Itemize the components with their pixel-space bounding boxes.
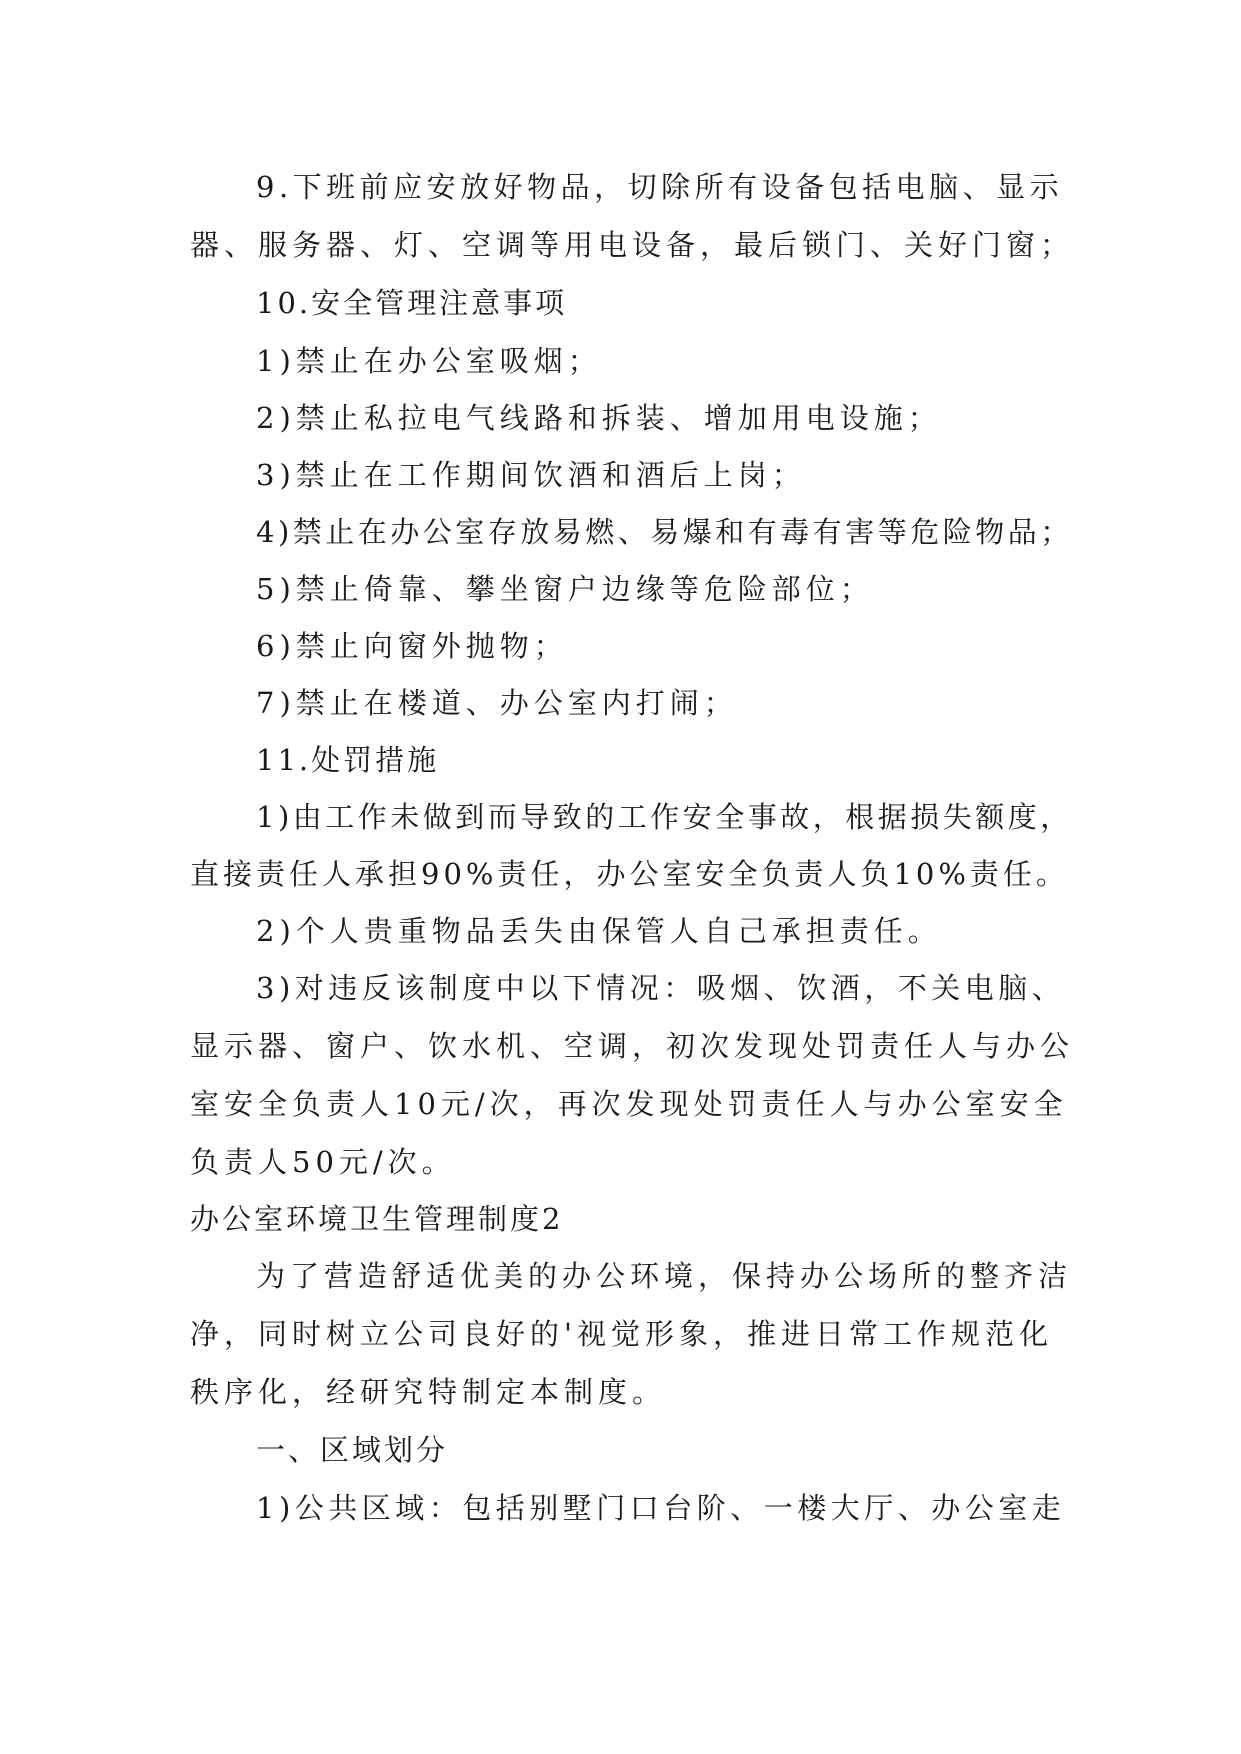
list-item: 2)禁止私拉电气线路和拆装、增加用电设施； xyxy=(256,401,942,435)
section-heading: 一、区域划分 xyxy=(256,1433,449,1467)
text-line: 负责人50元/次。 xyxy=(190,1145,456,1179)
text-line: 秩序化，经研究特制定本制度。 xyxy=(190,1375,667,1409)
document-title: 办公室环境卫生管理制度2 xyxy=(190,1202,564,1236)
list-item: 1)禁止在办公室吸烟； xyxy=(256,344,602,378)
section-heading: 10.安全管理注意事项 xyxy=(256,286,568,320)
list-item: 4)禁止在办公室存放易燃、易爆和有毒有害等危险物品； xyxy=(256,515,1073,549)
list-item: 5)禁止倚靠、攀坐窗户边缘等危险部位； xyxy=(256,572,874,606)
list-item: 6)禁止向窗外抛物； xyxy=(256,629,568,663)
list-item: 7)禁止在楼道、办公室内打闹； xyxy=(256,686,738,720)
text-line: 显示器、窗户、饮水机、空调，初次发现处罚责任人与办公 xyxy=(190,1029,1075,1063)
section-heading: 11.处罚措施 xyxy=(256,743,440,777)
text-line: 9.下班前应安放好物品，切除所有设备包括电脑、显示 xyxy=(256,170,1064,204)
text-line: 直接责任人承担90%责任，办公室安全负责人负10%责任。 xyxy=(190,857,1069,891)
list-item: 3)对违反该制度中以下情况：吸烟、饮酒，不关电脑、 xyxy=(256,971,1066,1005)
list-item: 2)个人贵重物品丢失由保管人自己承担责任。 xyxy=(256,914,942,948)
text-line: 净，同时树立公司良好的'视觉形象，推进日常工作规范化 xyxy=(190,1317,1053,1351)
list-item: 3)禁止在工作期间饮酒和酒后上岗； xyxy=(256,458,806,492)
text-line: 为了营造舒适优美的办公环境，保持办公场所的整齐洁 xyxy=(256,1259,1073,1293)
list-item: 1)公共区域：包括别墅门口台阶、一楼大厅、办公室走 xyxy=(256,1491,1066,1525)
text-line: 器、服务器、灯、空调等用电设备，最后锁门、关好门窗； xyxy=(190,228,1075,262)
list-item: 1)由工作未做到而导致的工作安全事故，根据损失额度， xyxy=(256,800,1073,834)
text-line: 室安全负责人10元/次，再次发现处罚责任人与办公室安全 xyxy=(190,1087,1068,1121)
